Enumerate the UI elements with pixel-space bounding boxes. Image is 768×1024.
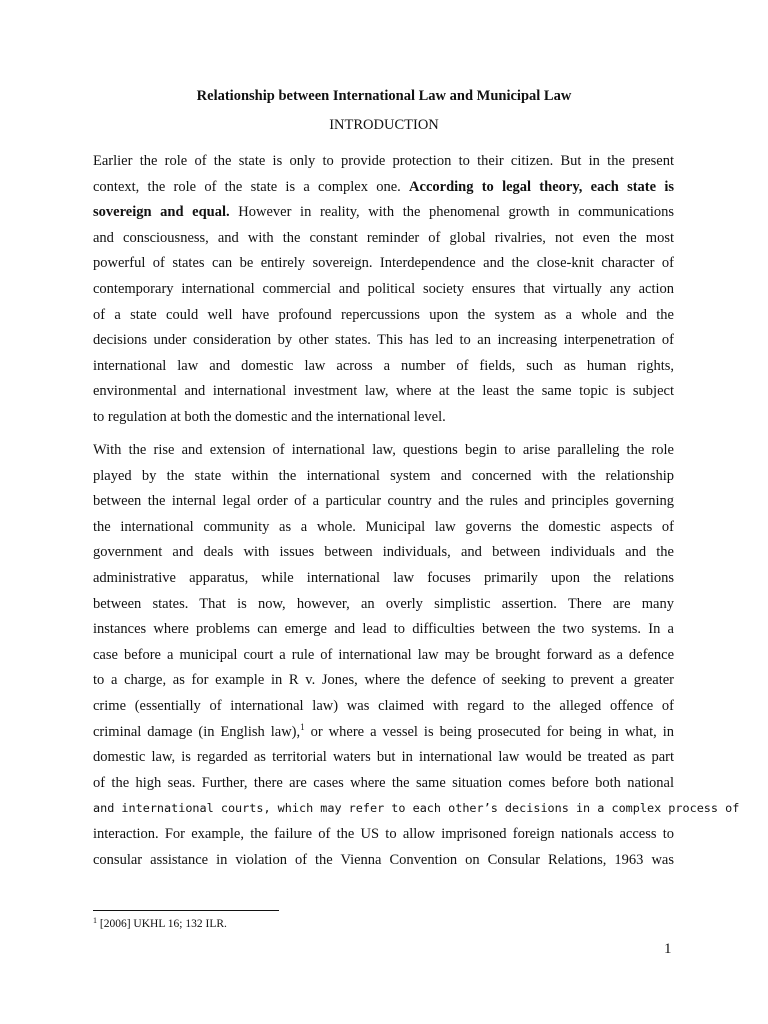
footnote-divider	[93, 910, 279, 911]
paragraph-line: to a charge, as for example in R v. Jones, where the defence of seeking to prevent a greater	[93, 672, 674, 689]
footnote-reference[interactable]: 1	[300, 721, 305, 732]
paragraph-line: interaction. For example, the failure of the US to allow imprisoned foreign nationals access to	[93, 825, 674, 842]
paragraph-line: environmental and international investment law, where at the least the same topic is subject	[93, 383, 674, 400]
paragraph-line: crime (essentially of international law) was claimed with regard to the alleged offence of	[93, 697, 674, 714]
paragraph-line: case before a municipal court a rule of international law may be brought forward as a defence	[93, 646, 674, 663]
document-title: Relationship between International Law and Municipal Law	[196, 88, 572, 104]
paragraph-line: consular assistance in violation of the Vienna Convention on Consular Relations, 1963 was	[93, 851, 674, 868]
text-run: However in reality, with the phenomenal growth in communications	[229, 204, 674, 221]
paragraph-line: contemporary international commercial and political society ensures that virtually any action	[93, 280, 674, 297]
bold-text-run: sovereign and equal.	[93, 204, 230, 221]
paragraph-line	[93, 200, 674, 226]
text-run: context, the role of the state is a complex one.	[93, 178, 410, 195]
section-heading: INTRODUCTION	[329, 117, 439, 133]
paragraph-line: international law and domestic law across a number of fields, such as human rights,	[93, 357, 674, 374]
footnote-marker: 1	[93, 916, 97, 925]
paragraph-line: of a state could well have profound repercussions upon the system as a whole and the	[93, 306, 674, 323]
paragraph-line: between states. That is now, however, an overly simplistic assertion. There are many	[93, 595, 674, 612]
paragraph-line: government and deals with issues between individuals, and between individuals and the	[93, 544, 674, 561]
paragraph-line: With the rise and extension of international law, questions begin to arise paralleling the role	[93, 442, 674, 458]
paragraph-line	[93, 720, 674, 746]
text-run: or where a vessel is being prosecuted for being in what, in	[304, 723, 674, 740]
footnote-text: [2006] UKHL 16; 132 ILR.	[97, 918, 227, 930]
paragraph-line: administrative apparatus, while international law focuses primarily upon the relations	[93, 569, 674, 586]
paragraph-line: and international courts, which may refer to each other’s decisions in a complex process of	[93, 801, 740, 816]
paragraph-line: instances where problems can emerge and lead to difficulties between the two systems. In a	[93, 621, 674, 638]
text-run: criminal damage (in English law),	[93, 723, 301, 740]
paragraph-2	[93, 438, 740, 873]
paragraph-line: to regulation at both the domestic and the international level.	[93, 408, 446, 425]
paragraph-line: the international community as a whole. Municipal law governs the domestic aspects of	[93, 518, 674, 535]
paragraph-line: decisions under consideration by other states. This has led to an increasing interpenetration of	[93, 332, 674, 349]
bold-text-run: According to legal theory, each state is	[409, 178, 674, 195]
paragraph-line: and consciousness, and with the constant reminder of global rivalries, not even the most	[93, 229, 674, 246]
paragraph-line: of the high seas. Further, there are cases where the same situation comes before both national	[93, 774, 674, 791]
paragraph-line: between the internal legal order of a particular country and the rules and principles governing	[93, 493, 674, 510]
paragraph-line: powerful of states can be entirely sovereign. Interdependence and the close-knit character of	[93, 255, 674, 272]
paragraph-line: Earlier the role of the state is only to provide protection to their citizen. But in the present	[93, 153, 674, 169]
paragraph-line	[93, 175, 674, 201]
footnote	[93, 918, 227, 930]
paragraph-1	[93, 149, 674, 431]
paragraph-line: played by the state within the international system and concerned with the relationship	[93, 467, 674, 484]
page-number: 1	[664, 941, 672, 957]
paragraph-line: domestic law, is regarded as territorial waters but in international law would be treated as part	[93, 749, 674, 766]
